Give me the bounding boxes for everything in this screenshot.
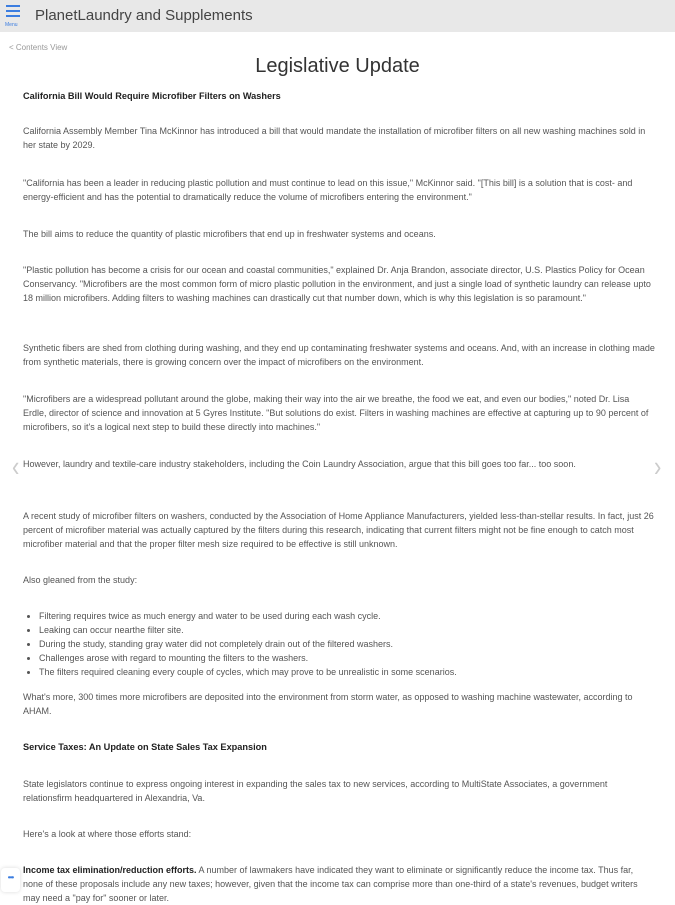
paragraph: State legislators continue to express ongoing interest in expanding the sales tax to new services, according to MultiState Associates, a government relationsfirm headquartered in Alexandria, Va. bbox=[23, 779, 608, 803]
list-item: • Filtering requires twice as much energy and water to be used during each wash cycle. bbox=[39, 609, 655, 623]
article-heading: Service Taxes: An Update on State Sales Tax Expansion bbox=[23, 742, 267, 752]
list-item: • Challenges arose with regard to mounting the filters to the washers. bbox=[39, 651, 655, 665]
paragraph: However, laundry and textile-care industry stakeholders, including the Coin Laundry Association, argue that this bill goes too far... too soon. bbox=[23, 459, 576, 469]
previous-page-chevron-icon[interactable]: ‹ bbox=[12, 450, 20, 483]
list-item: • Leaking can occur nearthe filter site. bbox=[39, 623, 655, 637]
menu-button[interactable] bbox=[5, 4, 23, 30]
list-item: • During the study, standing gray water did not completely drain out of the filtered washers. bbox=[39, 637, 655, 651]
next-page-chevron-icon[interactable]: › bbox=[654, 450, 662, 483]
paragraph: "Plastic pollution has become a crisis for our ocean and coastal communities," explained Dr. Anja Brandon, associate director, U.S. Plastics Policy for Ocean Conservancy. "Microfibers are the most common form of micro plastic pollution in the environment, and just a single load of synthetic laundry can release upto 18 million microfibers. Adding filters to washing machines can drastically cut that number down, which is why this legislation is so paramount." bbox=[23, 265, 651, 303]
app-title: PlanetLaundry and Supplements bbox=[35, 7, 253, 24]
paragraph: "California has been a leader in reducing plastic pollution and must continue to lead on this issue," McKinnor said. "[This bill] is a solution that is cost- and energy-efficient and has the potential to dramatically reduce the volume of microfibers entering the environment." bbox=[23, 178, 633, 202]
more-options-button[interactable]: ••• bbox=[1, 868, 20, 892]
page-title: Legislative Update bbox=[255, 55, 420, 77]
paragraph: "Microfibers are a widespread pollutant around the globe, making their way into the air we breathe, the food we eat, and even our bodies," noted Dr. Lisa Erdle, director of science and innovation at 5 Gyres Institute. "But solutions do exist. Filters in washing machines are effective at capturing up to 90 percent of microfibers, so it's a logical next step to build these directly into machines." bbox=[23, 394, 649, 432]
menu-label: Menu bbox=[5, 22, 18, 28]
list-item: • The filters required cleaning every couple of cycles, which may prove to be unrealistic in some scenarios. bbox=[39, 665, 655, 679]
paragraph: California Assembly Member Tina McKinnor has introduced a bill that would mandate the installation of microfiber filters on all new washing machines sold in her state by 2029. bbox=[23, 126, 646, 150]
paragraph: Here's a look at where those efforts stand: bbox=[23, 829, 192, 839]
hamburger-icon bbox=[6, 5, 20, 7]
paragraph: A recent study of microfiber filters on washers, conducted by the Association of Home Appliance Manufacturers, yielded less-than-stellar results. In fact, just 26 percent of microfiber material was actually captured by the filters during this research, indicating that current filters might not be fine enough to catch most microfiber material and that the proper filter mesh size required to be effective is still unknown. bbox=[23, 511, 654, 549]
item-text: A number of lawmakers have indicated they want to eliminate or significantly reduce the income tax. Thus far, none of these proposals include any new taxes; however, given that the income tax can comprise more than one-third of a state's revenues, budget writers may need a "pay for" sooner or later. bbox=[23, 865, 638, 903]
contents-view-link[interactable]: < Contents View bbox=[9, 43, 68, 52]
paragraph: Synthetic fibers are shed from clothing during washing, and they end up contaminating freshwater systems and oceans. And, with an increase in clothing made from synthetic materials, there is growing concern over the impact of microfibers on the environment. bbox=[23, 343, 655, 367]
paragraph: Also gleaned from the study: bbox=[23, 575, 138, 585]
paragraph: The bill aims to reduce the quantity of plastic microfibers that end up in freshwater systems and oceans. bbox=[23, 229, 436, 239]
paragraph: What's more, 300 times more microfibers are deposited into the environment from storm water, as opposed to washing machine wastewater, according to AHAM. bbox=[23, 692, 633, 716]
hamburger-icon-bar bbox=[6, 15, 20, 17]
findings-list bbox=[23, 609, 655, 679]
item-bold: Income tax elimination/reduction efforts. bbox=[23, 865, 197, 875]
app-header bbox=[0, 0, 675, 32]
hamburger-icon-bar bbox=[6, 10, 20, 12]
article-heading: California Bill Would Require Microfiber Filters on Washers bbox=[23, 91, 281, 101]
paragraph bbox=[23, 863, 655, 905]
